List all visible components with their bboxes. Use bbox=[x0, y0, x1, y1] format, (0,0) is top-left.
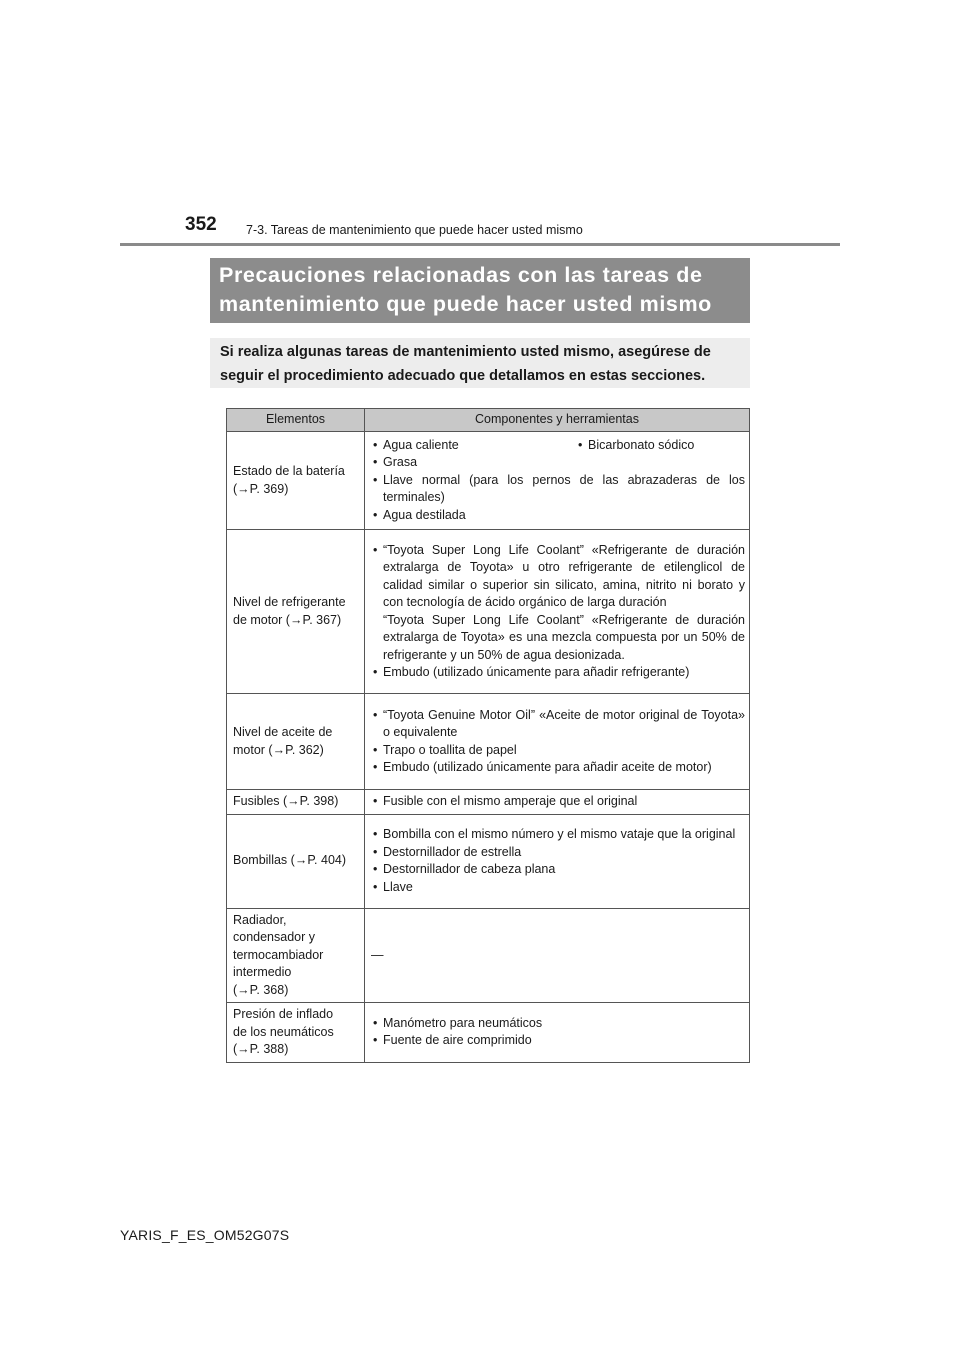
components-list bbox=[371, 793, 745, 811]
section-header: 7-3. Tareas de mantenimiento que puede hacer usted mismo bbox=[246, 223, 583, 237]
item-cell bbox=[227, 814, 365, 908]
table-row bbox=[227, 908, 750, 1003]
table-row bbox=[227, 530, 750, 694]
component-note: “Toyota Super Long Life Coolant” «Refrigerante de duración extralarga de Toyota» es una mezcla compuesta por un 50% de refrigerante y un 50% de agua desionizada. bbox=[383, 612, 745, 662]
components-list bbox=[371, 542, 745, 682]
item-line: Radiador, bbox=[233, 912, 287, 927]
component-item: • Embudo (utilizado únicamente para añadir aceite de motor) bbox=[371, 759, 745, 777]
components-list bbox=[371, 1015, 745, 1050]
component-pair bbox=[371, 437, 745, 455]
page-number: 352 bbox=[185, 214, 217, 235]
item-cell bbox=[227, 1003, 365, 1063]
component-item: • Llave bbox=[371, 879, 745, 897]
component-text: “Toyota Super Long Life Coolant” «Refrigerante de duración extralarga de Toyota» u otro refrigerante de etilenglicol de calidad similar o superior sin silicato, amina, nitrito ni borato y con tecnología de ácido orgánico de larga duración bbox=[383, 542, 745, 609]
item-line: de los neumáticos bbox=[233, 1024, 334, 1039]
components-cell bbox=[365, 694, 750, 790]
intro-box bbox=[210, 338, 750, 388]
maintenance-table bbox=[226, 408, 750, 1063]
component-item: • Llave normal (para los pernos de las abrazaderas de los terminales) bbox=[371, 472, 745, 507]
intro-line-1: Si realiza algunas tareas de mantenimiento usted mismo, asegúrese de bbox=[220, 344, 711, 360]
item-line: de motor (→P. 367) bbox=[233, 612, 342, 627]
item-cell bbox=[227, 790, 365, 815]
component-item: • Agua caliente bbox=[371, 437, 576, 455]
component-item: • Bombilla con el mismo número y el mismo vataje que la original bbox=[371, 826, 745, 844]
item-line: termocambiador bbox=[233, 947, 324, 962]
component-item: • Embudo (utilizado únicamente para añadir refrigerante) bbox=[371, 664, 745, 682]
item-line: Bombillas (→P. 404) bbox=[233, 853, 347, 868]
component-item: • Fusible con el mismo amperaje que el original bbox=[371, 793, 745, 811]
empty-dash: — bbox=[371, 947, 384, 962]
page-title bbox=[210, 258, 750, 323]
components-list bbox=[371, 454, 745, 524]
item-cell bbox=[227, 530, 365, 694]
intro-line-2: seguir el procedimiento adecuado que detallamos en estas secciones. bbox=[220, 368, 706, 384]
table-row bbox=[227, 1003, 750, 1063]
item-line: motor (→P. 362) bbox=[233, 742, 324, 757]
table-header-row bbox=[227, 409, 750, 432]
component-item bbox=[371, 542, 745, 665]
components-cell bbox=[365, 1003, 750, 1063]
item-line: Presión de inflado bbox=[233, 1007, 334, 1021]
item-line: intermedio bbox=[233, 965, 292, 979]
item-line: Fusibles (→P. 398) bbox=[233, 794, 339, 808]
components-cell bbox=[365, 530, 750, 694]
header-elementos: Elementos bbox=[227, 409, 365, 432]
components-cell bbox=[365, 790, 750, 815]
item-cell bbox=[227, 908, 365, 1003]
component-item: • Destornillador de cabeza plana bbox=[371, 861, 745, 879]
item-line: condensador y bbox=[233, 930, 316, 944]
component-item: • Manómetro para neumáticos bbox=[371, 1015, 745, 1033]
component-item: • Fuente de aire comprimido bbox=[371, 1032, 745, 1050]
components-list bbox=[371, 707, 745, 777]
header-rule bbox=[120, 243, 840, 246]
item-line: (→P. 369) bbox=[233, 481, 289, 496]
page-title-line-2: mantenimiento que puede hacer usted mismo bbox=[219, 292, 712, 316]
item-line: Nivel de refrigerante bbox=[233, 595, 346, 609]
component-item: • Agua destilada bbox=[371, 507, 745, 525]
item-line: (→P. 388) bbox=[233, 1042, 289, 1056]
page-title-line-1: Precauciones relacionadas con las tareas de bbox=[219, 263, 703, 287]
component-item: • Bicarbonato sódico bbox=[576, 437, 694, 455]
table-row bbox=[227, 694, 750, 790]
item-line: (→P. 368) bbox=[233, 982, 289, 997]
component-item: • Grasa bbox=[371, 454, 745, 472]
doc-code: YARIS_F_ES_OM52G07S bbox=[120, 1227, 290, 1243]
item-cell bbox=[227, 432, 365, 530]
item-line: Estado de la batería bbox=[233, 464, 345, 478]
component-item: • Trapo o toallita de papel bbox=[371, 742, 745, 760]
item-line: Nivel de aceite de bbox=[233, 725, 333, 739]
component-item: • Destornillador de estrella bbox=[371, 844, 745, 862]
components-list bbox=[371, 826, 745, 896]
components-cell bbox=[365, 432, 750, 530]
table-row bbox=[227, 432, 750, 530]
table-row bbox=[227, 814, 750, 908]
components-cell bbox=[365, 814, 750, 908]
header-componentes: Componentes y herramientas bbox=[365, 409, 750, 432]
component-item: • “Toyota Genuine Motor Oil” «Aceite de motor original de Toyota» o equivalente bbox=[371, 707, 745, 742]
item-cell bbox=[227, 694, 365, 790]
components-cell bbox=[365, 908, 750, 1003]
table-row bbox=[227, 790, 750, 815]
